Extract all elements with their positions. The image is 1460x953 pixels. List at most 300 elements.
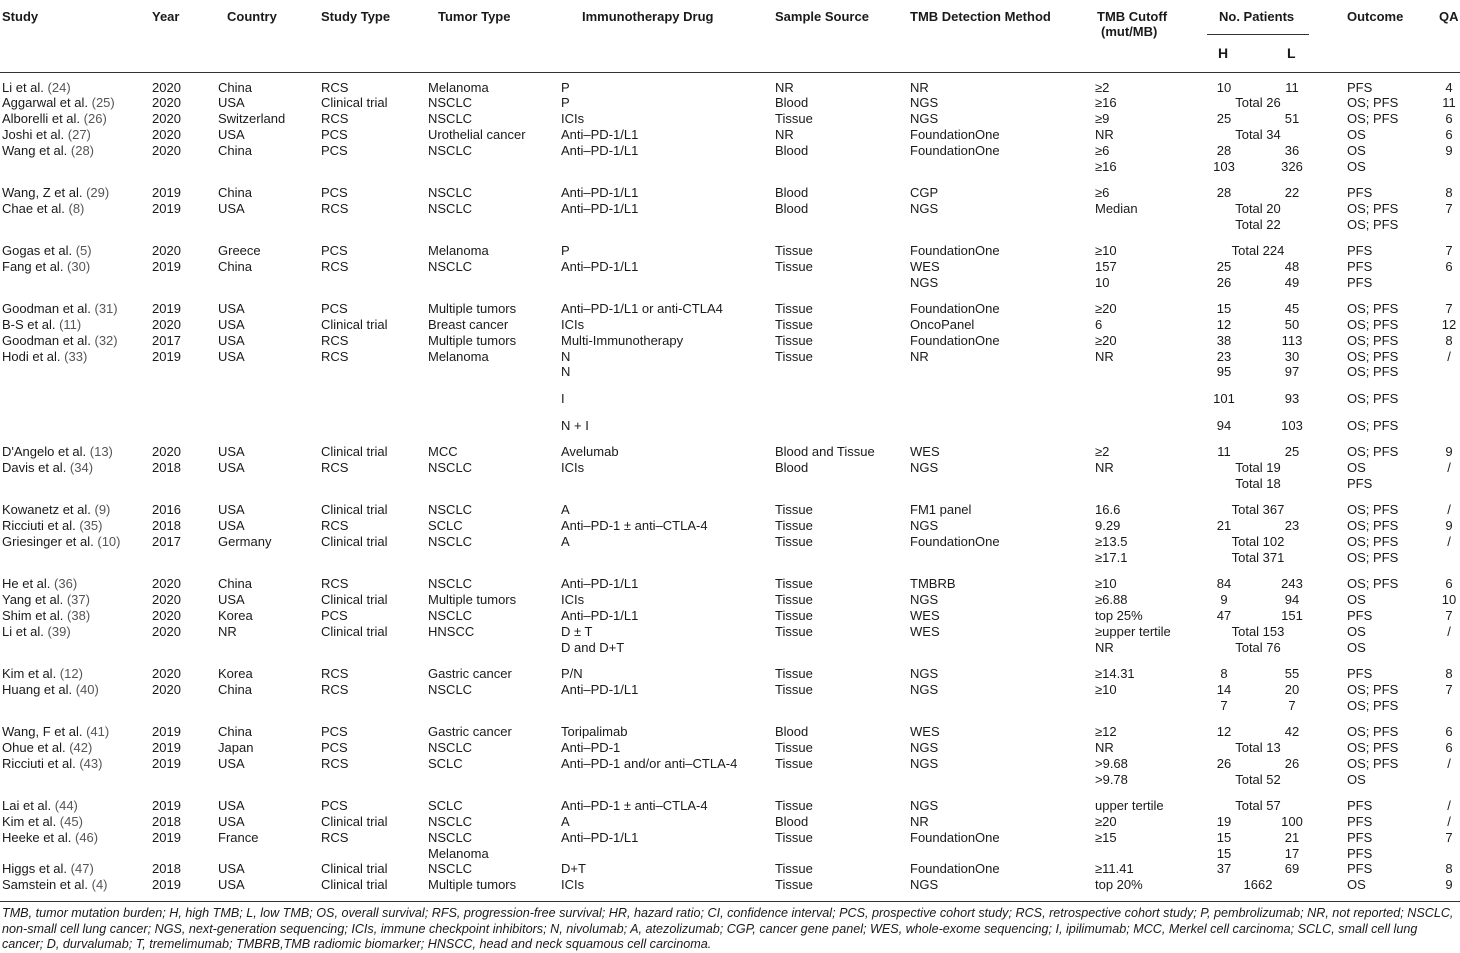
tumor-cell: NSCLC [428, 682, 473, 697]
reference-link[interactable]: (28) [70, 143, 95, 158]
reference-link[interactable]: (27) [67, 127, 91, 142]
table-row [0, 275, 1460, 291]
sample-cell: Tissue [775, 349, 813, 364]
table-row [0, 666, 1460, 682]
table-row [0, 534, 1460, 550]
cutoff-cell: ≥6 [1095, 185, 1110, 200]
country-cell: USA [218, 333, 245, 348]
high-tmb-count-cell: 15 [1216, 846, 1232, 861]
reference-link[interactable]: (37) [66, 592, 90, 607]
cutoff-cell: 16.6 [1095, 502, 1121, 517]
outcome-cell: OS [1347, 640, 1366, 655]
study-cell: B-S et al. (11) [2, 317, 82, 332]
study-cell: Fang et al. (30) [2, 259, 91, 274]
country-cell: USA [218, 127, 245, 142]
method-cell: NGS [910, 518, 939, 533]
method-cell: NGS [910, 275, 939, 290]
qa-score-cell: 12 [1441, 317, 1457, 332]
tumor-cell: NSCLC [428, 460, 473, 475]
reference-link[interactable]: (8) [68, 201, 85, 216]
outcome-cell: OS; PFS [1347, 217, 1399, 232]
drug-cell: Anti–PD-1/L1 [561, 608, 639, 623]
table-row [0, 349, 1460, 365]
outcome-cell: OS; PFS [1347, 201, 1399, 216]
method-cell: NR [910, 814, 929, 829]
drug-cell: Anti–PD-1/L1 or anti-CTLA4 [561, 301, 723, 316]
method-cell: WES [910, 608, 940, 623]
reference-link[interactable]: (39) [47, 624, 71, 639]
country-cell: Greece [218, 243, 261, 258]
country-cell: China [218, 259, 252, 274]
drug-cell: Anti–PD-1/L1 [561, 830, 639, 845]
year-cell: 2019 [152, 349, 181, 364]
method-cell: FM1 panel [910, 502, 972, 517]
outcome-cell: OS [1347, 772, 1366, 787]
qa-score-cell: 7 [1445, 301, 1453, 316]
tumor-cell: Multiple tumors [428, 592, 517, 607]
country-cell: China [218, 80, 252, 95]
type-cell: Clinical trial [321, 877, 388, 892]
qa-score-cell: / [1447, 814, 1451, 829]
cutoff-cell: ≥upper tertile [1095, 624, 1171, 639]
sample-cell: Tissue [775, 592, 813, 607]
country-cell: USA [218, 756, 245, 771]
drug-cell: Avelumab [561, 444, 619, 459]
cutoff-cell: 157 [1095, 259, 1117, 274]
table-row [0, 682, 1460, 698]
study-cell: Heeke et al. (46) [2, 830, 99, 845]
reference-link[interactable]: (12) [59, 666, 83, 681]
year-cell: 2019 [152, 259, 181, 274]
type-cell: Clinical trial [321, 502, 388, 517]
type-cell: Clinical trial [321, 95, 388, 110]
low-tmb-count-cell: 7 [1288, 698, 1296, 713]
outcome-cell: OS; PFS [1347, 756, 1399, 771]
cutoff-cell: ≥16 [1095, 159, 1117, 174]
tumor-cell: NSCLC [428, 608, 473, 623]
method-cell: NGS [910, 682, 939, 697]
high-tmb-count-cell: 19 [1216, 814, 1232, 829]
table-row [0, 756, 1460, 772]
low-tmb-count-cell: 45 [1284, 301, 1300, 316]
drug-cell: Anti–PD-1 and/or anti–CTLA-4 [561, 756, 738, 771]
table-row [0, 460, 1460, 476]
high-tmb-count-cell: 101 [1213, 391, 1235, 406]
study-cell: Shim et al. (38) [2, 608, 91, 623]
drug-cell: N [561, 349, 571, 364]
high-tmb-count-cell: 21 [1216, 518, 1232, 533]
table-row [0, 640, 1460, 656]
table-row [0, 877, 1460, 893]
year-cell: 2020 [152, 317, 181, 332]
high-tmb-count-cell: 14 [1216, 682, 1232, 697]
reference-link[interactable]: (25) [91, 95, 115, 110]
sample-cell: Tissue [775, 682, 813, 697]
outcome-cell: OS; PFS [1347, 740, 1399, 755]
qa-score-cell: 9 [1445, 518, 1453, 533]
qa-score-cell: 4 [1445, 80, 1453, 95]
table-bottom-rule [0, 901, 1460, 902]
tumor-cell: Multiple tumors [428, 877, 517, 892]
table-row [0, 476, 1460, 492]
country-cell: Korea [218, 666, 253, 681]
country-cell: USA [218, 95, 245, 110]
sample-cell: Blood [775, 185, 809, 200]
total-patients-cell: Total 13 [1235, 740, 1281, 755]
country-cell: USA [218, 877, 245, 892]
type-cell: RCS [321, 576, 349, 591]
drug-cell: P [561, 95, 570, 110]
cutoff-cell: ≥17.1 [1095, 550, 1128, 565]
reference-link[interactable]: (24) [47, 80, 71, 95]
outcome-cell: OS [1347, 159, 1366, 174]
qa-score-cell: 6 [1445, 111, 1453, 126]
type-cell: PCS [321, 127, 348, 142]
sample-cell: Tissue [775, 502, 813, 517]
low-tmb-count-cell: 49 [1284, 275, 1300, 290]
drug-cell: Anti–PD-1/L1 [561, 259, 639, 274]
cutoff-cell: ≥10 [1095, 243, 1117, 258]
year-cell: 2020 [152, 592, 181, 607]
sample-cell: NR [775, 80, 794, 95]
method-cell: NGS [910, 877, 939, 892]
high-tmb-count-cell: 10 [1216, 80, 1232, 95]
low-tmb-count-cell: 326 [1281, 159, 1303, 174]
method-cell: NR [910, 80, 929, 95]
sample-cell: Tissue [775, 666, 813, 681]
qa-score-cell: / [1447, 349, 1451, 364]
drug-cell: D+T [561, 861, 586, 876]
header-outcome: Outcome [1347, 9, 1404, 24]
method-cell: FoundationOne [910, 534, 1000, 549]
total-patients-cell: Total 18 [1235, 476, 1281, 491]
reference-link[interactable]: (45) [59, 814, 83, 829]
sample-cell: Blood [775, 95, 809, 110]
reference-link[interactable]: (47) [70, 861, 94, 876]
total-patients-cell: Total 76 [1235, 640, 1281, 655]
type-cell: RCS [321, 259, 349, 274]
country-cell: USA [218, 798, 245, 813]
reference-link[interactable]: (40) [75, 682, 99, 697]
reference-link[interactable]: (26) [83, 111, 107, 126]
country-cell: China [218, 724, 252, 739]
method-cell: WES [910, 444, 940, 459]
sample-cell: Tissue [775, 301, 813, 316]
high-tmb-count-cell: 11 [1217, 444, 1231, 459]
header-qa: QA [1439, 9, 1459, 24]
year-cell: 2020 [152, 95, 181, 110]
tumor-cell: NSCLC [428, 143, 473, 158]
outcome-cell: OS; PFS [1347, 301, 1399, 316]
country-cell: USA [218, 444, 245, 459]
method-cell: NGS [910, 798, 939, 813]
table-row [0, 80, 1460, 96]
header-study-type: Study Type [321, 9, 391, 24]
sample-cell: Tissue [775, 333, 813, 348]
low-tmb-count-cell: 17 [1284, 846, 1300, 861]
sample-cell: Tissue [775, 740, 813, 755]
cutoff-cell: NR [1095, 640, 1114, 655]
table-row [0, 846, 1460, 862]
reference-link[interactable]: (43) [79, 756, 103, 771]
outcome-cell: OS; PFS [1347, 349, 1399, 364]
qa-score-cell: / [1447, 502, 1451, 517]
drug-cell: P/N [561, 666, 583, 681]
drug-cell: Anti–PD-1 [561, 740, 621, 755]
year-cell: 2019 [152, 301, 181, 316]
sample-cell: Blood [775, 201, 809, 216]
outcome-cell: OS; PFS [1347, 444, 1399, 459]
tumor-cell: Breast cancer [428, 317, 509, 332]
cutoff-cell: ≥20 [1095, 333, 1117, 348]
low-tmb-count-cell: 55 [1284, 666, 1300, 681]
drug-cell: ICIs [561, 317, 585, 332]
study-cell: Alborelli et al. (26) [2, 111, 107, 126]
tumor-cell: Multiple tumors [428, 333, 517, 348]
study-cell: Davis et al. (34) [2, 460, 94, 475]
reference-link[interactable]: (41) [86, 724, 110, 739]
high-tmb-count-cell: 47 [1216, 608, 1232, 623]
reference-link[interactable]: (42) [69, 740, 93, 755]
cutoff-cell: ≥10 [1095, 576, 1117, 591]
total-patients-cell: Total 19 [1235, 460, 1281, 475]
method-cell: WES [910, 259, 940, 274]
study-cell: Ricciuti et al. (35) [2, 518, 103, 533]
country-cell: USA [218, 861, 245, 876]
table-row [0, 217, 1460, 233]
reference-link[interactable]: (36) [54, 576, 78, 591]
drug-cell: I [561, 391, 565, 406]
drug-cell: ICIs [561, 460, 585, 475]
cutoff-cell: ≥20 [1095, 814, 1117, 829]
method-cell: NGS [910, 592, 939, 607]
cutoff-cell: >9.78 [1095, 772, 1128, 787]
outcome-cell: PFS [1347, 830, 1373, 845]
reference-link[interactable]: (35) [79, 518, 103, 533]
drug-cell: Anti–PD-1/L1 [561, 682, 639, 697]
header-bottom-rule [0, 72, 1460, 73]
type-cell: Clinical trial [321, 624, 388, 639]
cutoff-cell: NR [1095, 460, 1114, 475]
type-cell: Clinical trial [321, 534, 388, 549]
method-cell: FoundationOne [910, 861, 1000, 876]
low-tmb-count-cell: 30 [1284, 349, 1300, 364]
sample-cell: Blood [775, 460, 809, 475]
tumor-cell: NSCLC [428, 201, 473, 216]
type-cell: RCS [321, 349, 349, 364]
reference-link[interactable]: (34) [69, 460, 94, 475]
reference-link[interactable]: (9) [94, 502, 111, 517]
type-cell: RCS [321, 333, 349, 348]
method-cell: WES [910, 724, 940, 739]
outcome-cell: OS [1347, 143, 1366, 158]
method-cell: NGS [910, 460, 939, 475]
reference-link[interactable]: (5) [75, 243, 92, 258]
table-row [0, 444, 1460, 460]
drug-cell: Anti–PD-1/L1 [561, 185, 639, 200]
year-cell: 2019 [152, 724, 181, 739]
cutoff-cell: ≥16 [1095, 95, 1117, 110]
sample-cell: Tissue [775, 534, 813, 549]
high-tmb-count-cell: 95 [1216, 364, 1232, 379]
cutoff-cell: Median [1095, 201, 1138, 216]
outcome-cell: OS; PFS [1347, 698, 1399, 713]
study-cell: Wang et al. (28) [2, 143, 95, 158]
low-tmb-count-cell: 23 [1284, 518, 1300, 533]
method-cell: OncoPanel [910, 317, 975, 332]
outcome-cell: PFS [1347, 476, 1373, 491]
sample-cell: Blood [775, 814, 809, 829]
qa-score-cell: 8 [1445, 333, 1453, 348]
sample-cell: Blood [775, 143, 809, 158]
drug-cell: P [561, 243, 570, 258]
year-cell: 2018 [152, 460, 181, 475]
reference-link[interactable]: (29) [86, 185, 110, 200]
country-cell: USA [218, 349, 245, 364]
type-cell: Clinical trial [321, 317, 388, 332]
header-tmb-cutoff: TMB Cutoff [1097, 9, 1168, 24]
method-cell: CGP [910, 185, 939, 200]
high-tmb-count-cell: 37 [1216, 861, 1232, 876]
country-cell: China [218, 185, 252, 200]
sample-cell: Tissue [775, 243, 813, 258]
table-row [0, 301, 1460, 317]
header-no-patients: No. Patients [1219, 9, 1295, 24]
cutoff-cell: ≥2 [1095, 80, 1110, 95]
country-cell: China [218, 143, 252, 158]
year-cell: 2019 [152, 798, 181, 813]
country-cell: USA [218, 317, 245, 332]
year-cell: 2018 [152, 814, 181, 829]
type-cell: PCS [321, 185, 348, 200]
outcome-cell: OS [1347, 592, 1366, 607]
study-cell: Yang et al. (37) [2, 592, 90, 607]
tumor-cell: Melanoma [428, 80, 489, 95]
year-cell: 2017 [152, 534, 181, 549]
low-tmb-count-cell: 100 [1281, 814, 1303, 829]
sample-cell: Tissue [775, 861, 813, 876]
table-row [0, 814, 1460, 830]
total-patients-cell: Total 224 [1231, 243, 1285, 258]
method-cell: FoundationOne [910, 143, 1000, 158]
sample-cell: Tissue [775, 624, 813, 639]
year-cell: 2019 [152, 201, 181, 216]
reference-link[interactable]: (44) [54, 798, 78, 813]
country-cell: China [218, 682, 252, 697]
header-year: Year [152, 9, 180, 24]
cutoff-cell: upper tertile [1095, 798, 1164, 813]
cutoff-cell: ≥13.5 [1095, 534, 1128, 549]
reference-link[interactable]: (46) [75, 830, 99, 845]
reference-link[interactable]: (31) [94, 301, 118, 316]
drug-cell: P [561, 80, 570, 95]
table-row [0, 317, 1460, 333]
country-cell: USA [218, 518, 245, 533]
reference-link[interactable]: (30) [67, 259, 91, 274]
method-cell: NGS [910, 740, 939, 755]
study-cell: Goodman et al. (32) [2, 333, 118, 348]
total-patients-cell: Total 153 [1231, 624, 1285, 639]
table-row [0, 201, 1460, 217]
cutoff-cell: ≥15 [1095, 830, 1117, 845]
table-row [0, 518, 1460, 534]
study-cell: D'Angelo et al. (13) [2, 444, 113, 459]
header-tumor-type: Tumor Type [438, 9, 511, 24]
method-cell: WES [910, 624, 940, 639]
year-cell: 2020 [152, 444, 181, 459]
sample-cell: Tissue [775, 576, 813, 591]
tumor-cell: NSCLC [428, 502, 473, 517]
tumor-cell: SCLC [428, 798, 463, 813]
drug-cell: A [561, 814, 570, 829]
reference-link[interactable]: (32) [94, 333, 118, 348]
tumor-cell: MCC [428, 444, 458, 459]
year-cell: 2019 [152, 756, 181, 771]
qa-score-cell: / [1447, 534, 1451, 549]
study-cell: Wang, F et al. (41) [2, 724, 110, 739]
tumor-cell: Multiple tumors [428, 301, 517, 316]
header-tmb-cutoff-unit: (mut/MB) [1101, 24, 1158, 39]
patients-subheader-rule [1207, 34, 1309, 35]
reference-link[interactable]: (4) [91, 877, 108, 892]
type-cell: PCS [321, 724, 348, 739]
reference-link[interactable]: (13) [89, 444, 113, 459]
table-row [0, 724, 1460, 740]
table-row [0, 159, 1460, 175]
qa-score-cell: 9 [1445, 877, 1453, 892]
high-tmb-count-cell: 26 [1216, 275, 1232, 290]
tumor-cell: Urothelial cancer [428, 127, 526, 142]
qa-score-cell: 6 [1445, 127, 1453, 142]
high-tmb-count-cell: 15 [1216, 301, 1232, 316]
table-row [0, 698, 1460, 714]
header-immunotherapy-drug: Immunotherapy Drug [582, 9, 714, 24]
outcome-cell: OS; PFS [1347, 111, 1399, 126]
tumor-cell: NSCLC [428, 111, 473, 126]
year-cell: 2019 [152, 740, 181, 755]
year-cell: 2020 [152, 127, 181, 142]
year-cell: 2020 [152, 111, 181, 126]
drug-cell: N + I [561, 418, 589, 433]
low-tmb-count-cell: 93 [1284, 391, 1300, 406]
high-tmb-count-cell: 94 [1216, 418, 1232, 433]
sample-cell: Tissue [775, 111, 813, 126]
qa-score-cell: 8 [1445, 861, 1453, 876]
country-cell: USA [218, 301, 245, 316]
total-patients-cell: Total 371 [1231, 550, 1285, 565]
high-tmb-count-cell: 38 [1216, 333, 1232, 348]
reference-link[interactable]: (38) [67, 608, 91, 623]
reference-link[interactable]: (11) [59, 317, 82, 332]
high-tmb-count-cell: 23 [1216, 349, 1232, 364]
outcome-cell: OS [1347, 460, 1366, 475]
year-cell: 2020 [152, 624, 181, 639]
high-tmb-count-cell: 26 [1216, 756, 1232, 771]
outcome-cell: OS; PFS [1347, 391, 1399, 406]
outcome-cell: OS; PFS [1347, 502, 1399, 517]
year-cell: 2019 [152, 185, 181, 200]
tumor-cell: HNSCC [428, 624, 475, 639]
reference-link[interactable]: (33) [64, 349, 88, 364]
year-cell: 2020 [152, 243, 181, 258]
total-patients-cell: Total 20 [1235, 201, 1281, 216]
reference-link[interactable]: (10) [97, 534, 121, 549]
country-cell: Switzerland [218, 111, 286, 126]
method-cell: FoundationOne [910, 830, 1000, 845]
type-cell: RCS [321, 460, 349, 475]
cutoff-cell: NR [1095, 349, 1114, 364]
low-tmb-count-cell: 50 [1284, 317, 1300, 332]
